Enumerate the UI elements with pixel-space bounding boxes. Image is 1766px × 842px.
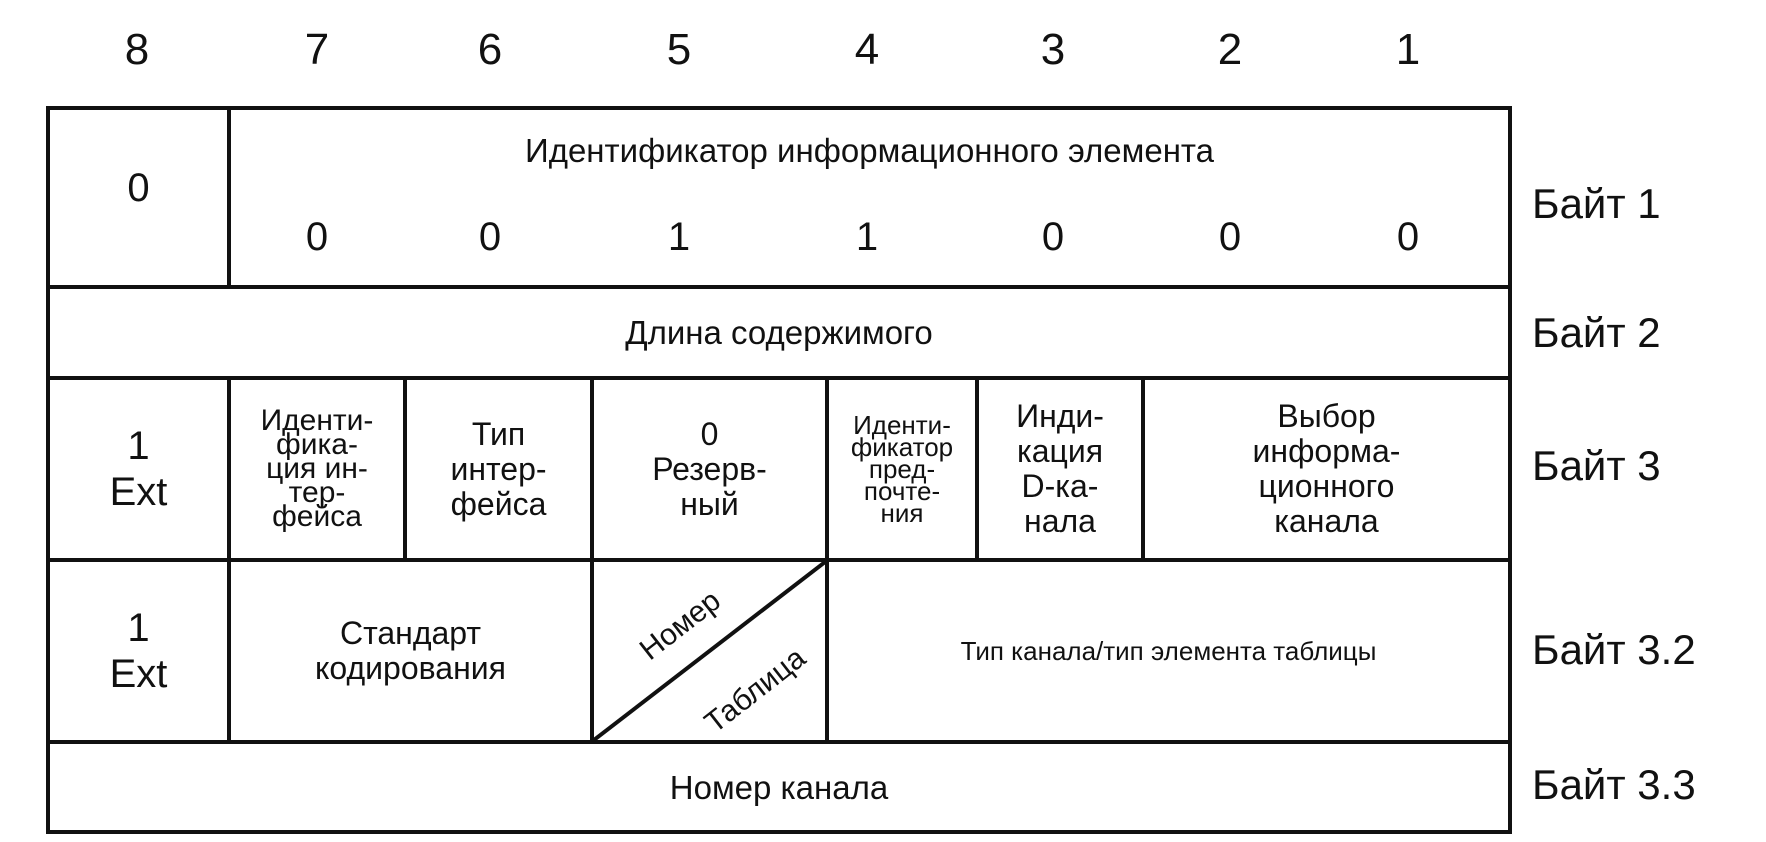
bit-number-5: 5 (666, 25, 692, 74)
bit-number-1: 1 (1395, 25, 1421, 74)
byte-label-1: Байт 1 (1532, 180, 1661, 227)
byte1-bit-1: 0 (1396, 215, 1420, 259)
number-label: Номер (633, 583, 727, 667)
bit-number-7: 7 (304, 25, 330, 74)
content-length-field: Длина содержимого (625, 314, 933, 351)
preference-identifier-field: Иденти- фикатор пред- почте- ния (850, 410, 954, 528)
byte-label-3: Байт 3 (1532, 442, 1661, 489)
byte1-ext-bit: 0 (127, 165, 150, 210)
byte-label-3-2: Байт 3.2 (1532, 626, 1696, 673)
byte1-bit-5: 1 (667, 215, 691, 259)
d-channel-indication-field: Инди- кация D-ка- нала (1016, 398, 1104, 539)
channel-type-field: Тип канала/тип элемента таблицы (960, 635, 1377, 666)
bit-number-3: 3 (1040, 25, 1066, 74)
bit-number-6: 6 (477, 25, 503, 74)
bit-number-4: 4 (854, 25, 880, 74)
byte1-bit-4: 1 (855, 215, 879, 259)
bit-number-2: 2 (1217, 25, 1243, 74)
info-channel-selection-field: Выбор информа- ционного канала (1252, 398, 1401, 539)
interface-identification-field: Иденти- фика- ция ин- тер- фейса (260, 404, 374, 533)
byte1-title: Идентификатор информационного элемента (524, 131, 1215, 169)
byte1-bit-7: 0 (305, 215, 329, 259)
coding-standard-field: Стандарт кодирования (315, 615, 506, 686)
interface-type-field: Тип интер- фейса (450, 415, 547, 522)
byte-label-3-3: Байт 3.3 (1532, 761, 1696, 808)
byte1-bit-2: 0 (1218, 215, 1242, 259)
byte1-bit-3: 0 (1041, 215, 1065, 259)
table-label: Таблица (698, 640, 812, 740)
byte1-bit-6: 0 (478, 215, 502, 259)
reserved-field: 0 Резерв- ный (652, 415, 767, 522)
byte-label-2: Байт 2 (1532, 309, 1661, 356)
byte32-ext-field: 1 Ext (109, 606, 168, 696)
bit-number-8: 8 (124, 25, 150, 74)
channel-number-field: Номер канала (669, 768, 889, 806)
byte3-ext-field: 1 Ext (109, 424, 168, 514)
